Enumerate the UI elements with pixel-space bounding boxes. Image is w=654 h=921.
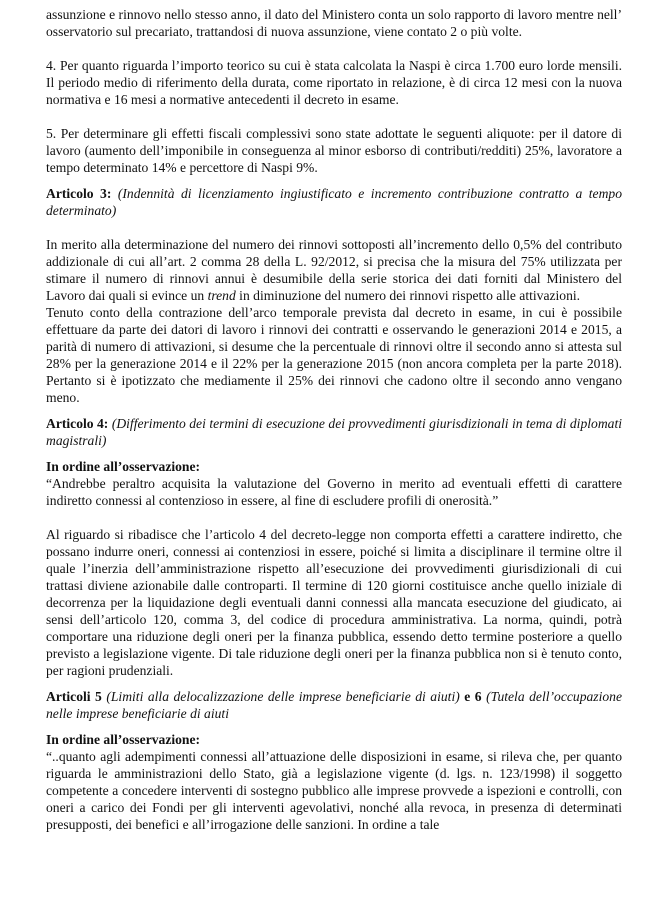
article-4-observation-label: In ordine all’osservazione: — [46, 459, 201, 474]
articles-5-title: (Limiti alla delocalizzazione delle imprese beneficiarie di aiuti) — [106, 689, 460, 704]
articles-5-6-observation-label: In ordine all’osservazione: — [46, 732, 201, 747]
articles-6-title: (Tutela dell’occupazione nelle imprese beneficiarie di aiuti — [46, 689, 622, 721]
paragraph-continuation: assunzione e rinnovo nello stesso anno, il dato del Ministero conta un solo rapporto di lavoro mentre nell’ osservatorio sul precariato, trattandosi di nuova assunzione, viene contato 2 o più volte. — [46, 7, 622, 39]
article-4-observation-quote: “Andrebbe peraltro acquisita la valutazione del Governo in merito ad eventuali effetti di carattere indiretto connessi al contenzioso in essere, al fine di escludere profili di onerosità.” — [46, 476, 622, 508]
article-4-label: Articolo 4: — [46, 416, 109, 431]
article-3-label: Articolo 3: — [46, 186, 112, 201]
articles-5-6-heading — [46, 688, 622, 722]
article-3-title: (Indennità di licenziamento ingiustificato e incremento contribuzione contratto a tempo determinato) — [46, 186, 622, 218]
trend-word: trend — [207, 288, 236, 303]
article-3-heading — [46, 185, 622, 219]
paragraph-tax-rates: 5. Per determinare gli effetti fiscali complessivi sono state adottate le seguenti aliquote: per il datore di lavoro (aumento dell’imponibile in conseguenza al minor esborso di contributi/redditi) 25%, lavoratore a tempo determinato 14% e percettore di Naspi 9%. — [46, 126, 622, 175]
article-3-paragraph-renewals: In merito alla determinazione del numero dei rinnovi sottoposti all’incremento dello 0,5% del contributo addizionale di cui all’art. 2 comma 28 della L. 92/2012, si precisa che la misura del 75% utilizzata per stimare il numero di rinnovi annui è desumibile della serie storica dei dati forniti dal Ministero del Lavoro dai quali si evince un trend in diminuzione del numero dei rinnovi rispetto alle attivazioni. — [46, 237, 622, 303]
articles-5-label: Articoli 5 — [46, 689, 102, 704]
articles-6-label: e 6 — [464, 689, 482, 704]
article-4-answer: Al riguardo si ribadisce che l’articolo 4 del decreto-legge non comporta effetti a carattere indiretto, che possano indurre oneri, connessi ai contenziosi in essere, poiché si limita a disciplinare il termine oltre il quale l’inerzia dell’amministrazione rispetto all’esecuzione dei provvedimenti giurisdizionali di cui trattasi diviene azionabile dalle controparti. Il termine di 120 giorni costituisce anche quello iniziale di decorrenza per la liquidazione degli eventuali danni connessi alla mancata esecuzione del giudicato, ai sensi dell’articolo 120, comma 3, del codice di procedura amministrativa. La norma, quindi, potrà comportare una riduzione degli oneri per la finanza pubblica, essendo detto termine posteriore a quello previsto a legislazione vigente. Di tale riduzione degli oneri per la finanza pubblica non si è tenuto conto, per ragioni prudenziali. — [46, 527, 622, 678]
article-4-heading — [46, 415, 622, 449]
article-3-paragraph-generations: Tenuto conto della contrazione dell’arco temporale prevista dal decreto in esame, in cui è possibile effettuare da parte dei datori di lavoro i rinnovi dei contratti e osservando le generazioni 2014 e 2015, a parità di numero di attivazioni, si desume che la percentuale di rinnovi oltre il secondo anno si attesta sul 28% per la generazione 2014 e il 22% per la generazione 2015 (non ancora completa per la parte 2018). Pertanto si è ipotizzato che mediamente il 25% dei rinnovi che cadono oltre il secondo anno vengano meno. — [46, 305, 622, 405]
paragraph-naspi-amount: 4. Per quanto riguarda l’importo teorico su cui è stata calcolata la Naspi è circa 1.700 euro lorde mensili. Il periodo medio di riferimento della durata, come riportato in relazione, è di circa 12 mesi con la nuova normativa e 16 mesi a normative antecedenti il decreto in esame. — [46, 58, 622, 107]
article-4-title: (Differimento dei termini di esecuzione dei provvedimenti giurisdizionali in tema di diplomati magistrali) — [46, 416, 623, 448]
articles-5-6-observation-quote: “..quanto agli adempimenti connessi all’attuazione delle disposizioni in esame, si rileva che, per quanto riguarda le amministrazioni dello Stato, già a legislazione vigente (d. lgs. n. 123/1998) il soggetto competente a concedere interventi di sostegno pubblico alle imprese provvede a ispezioni e controlli, con oneri a carico dei Fondi per gli interventi agevolativi, nonché alla revoca, in presenza di determinati presupposti, dei benefici e all’irrogazione delle sanzioni. In ordine a tale — [46, 749, 622, 832]
